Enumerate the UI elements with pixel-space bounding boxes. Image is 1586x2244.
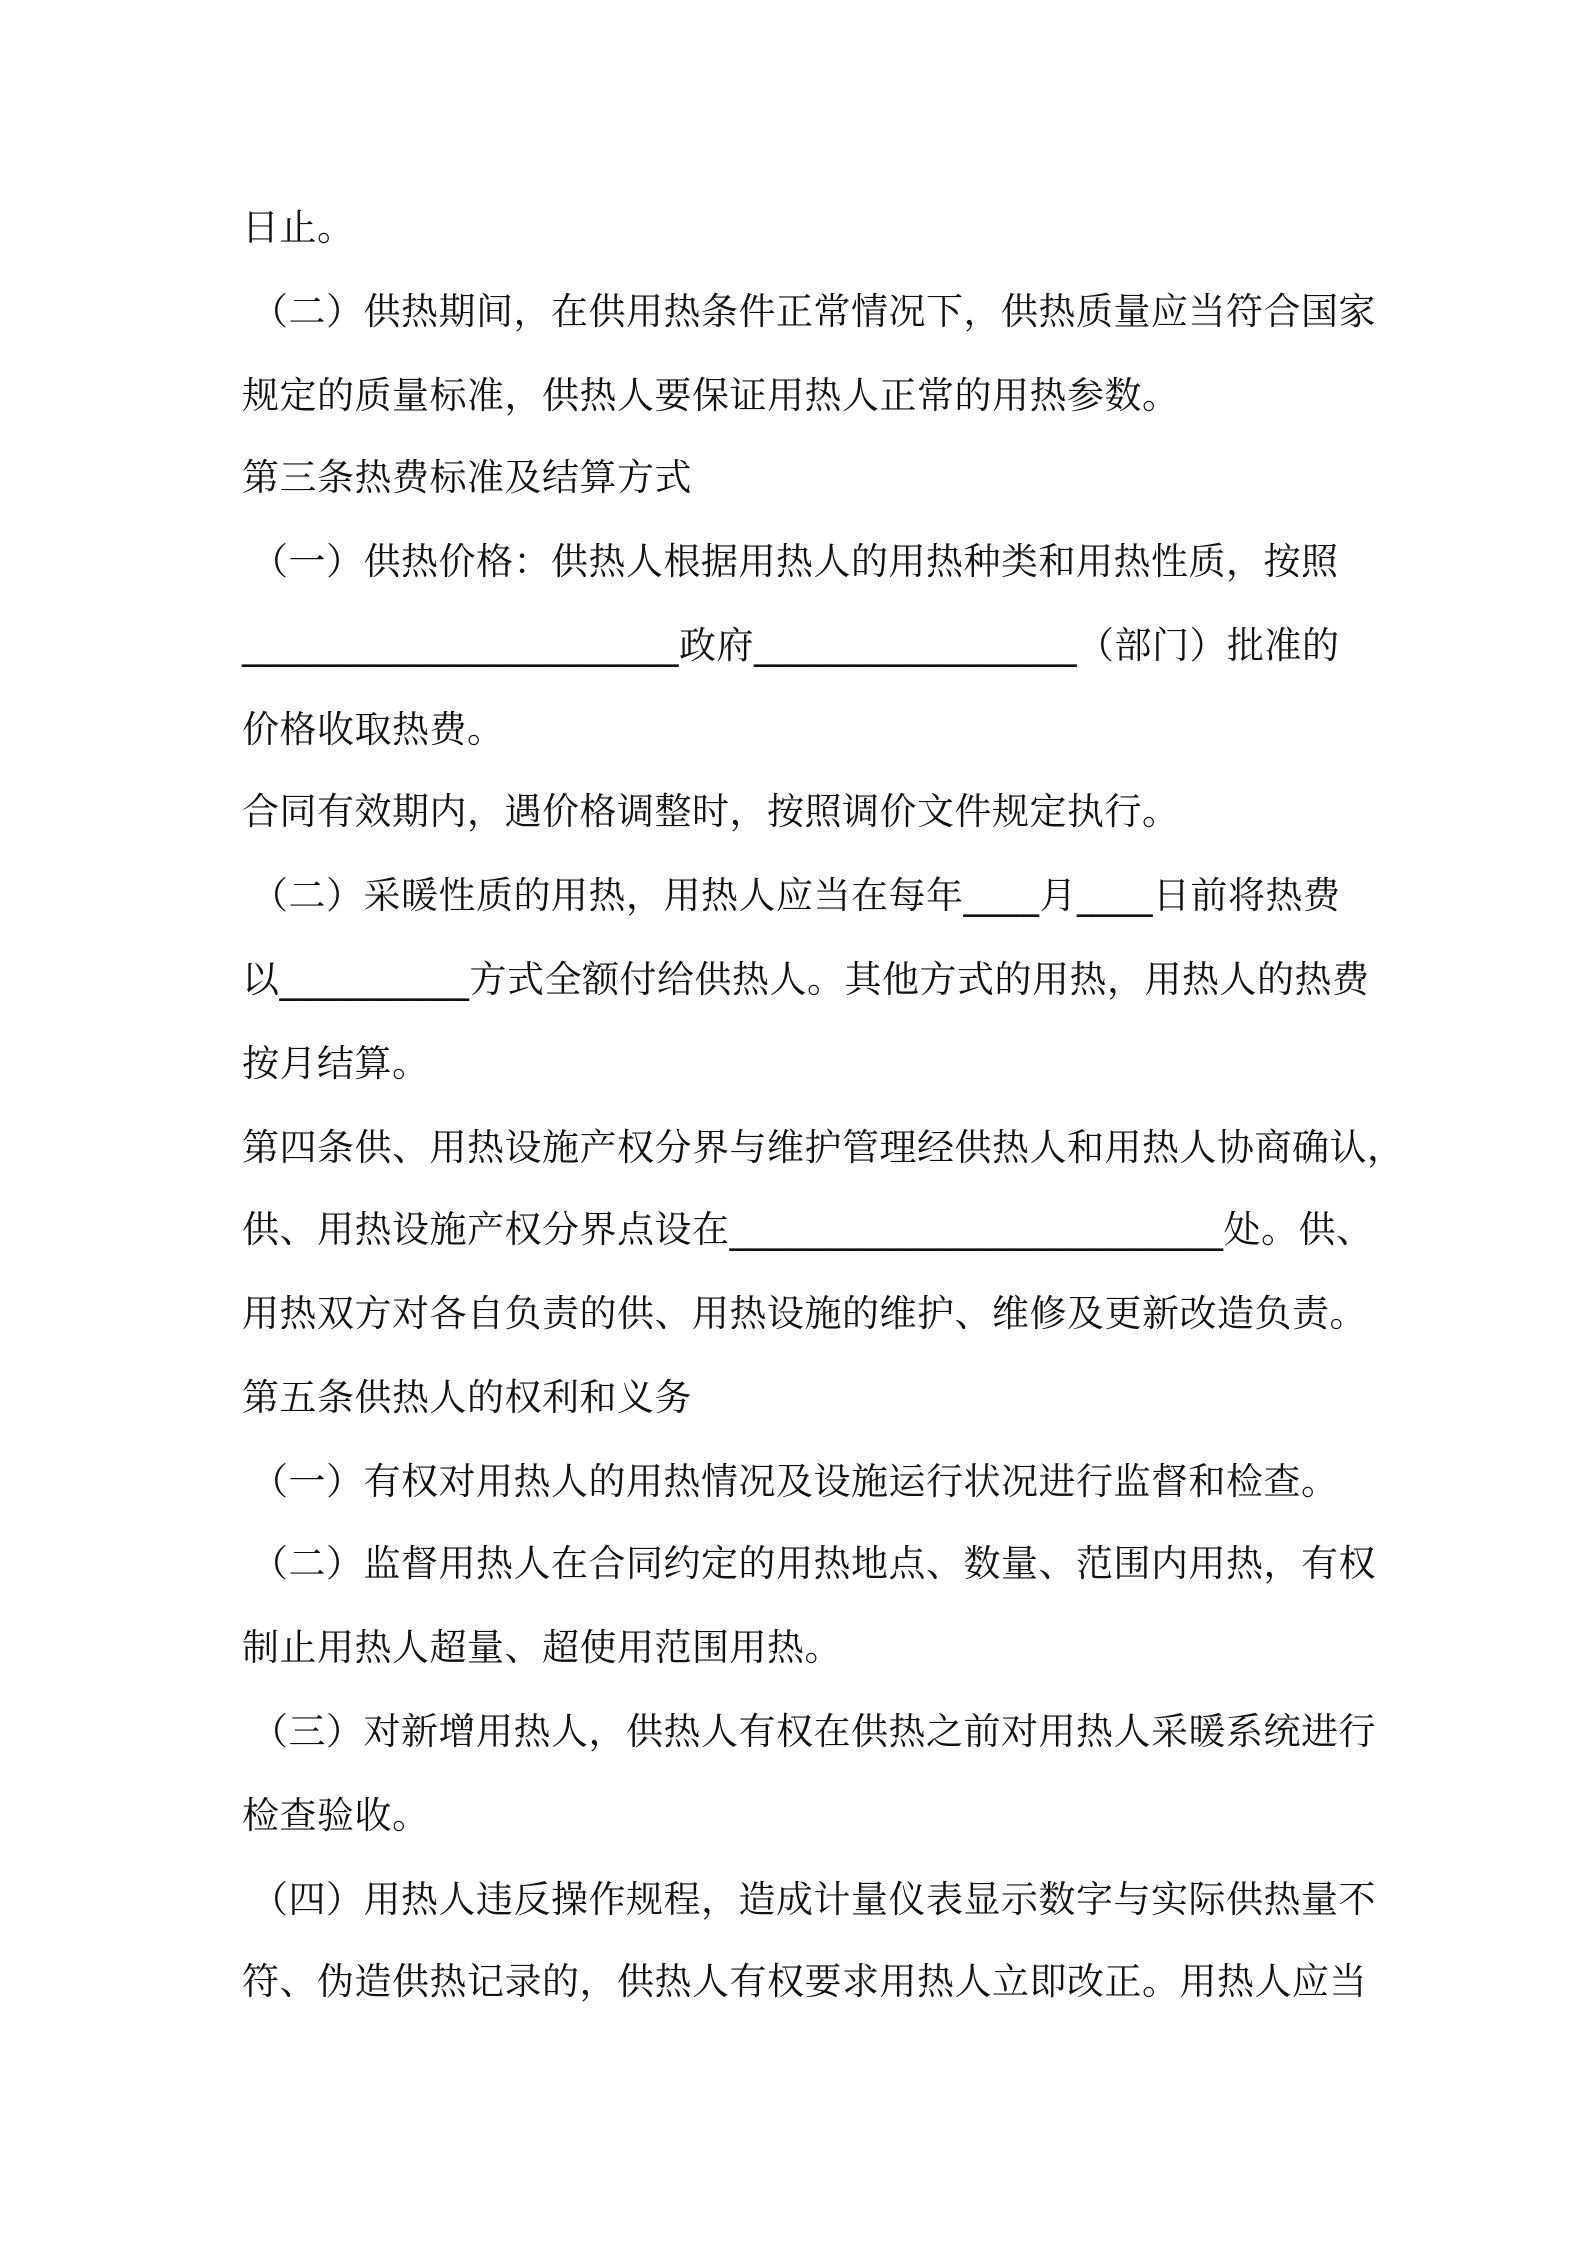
text-line: 日止。 (242, 206, 355, 249)
text-line: 制止用热人超量、超使用范围用热。 (242, 1626, 842, 1669)
text-line: （二）供热期间，在供用热条件正常情况下，供热质量应当符合国家 (251, 290, 1376, 333)
text-line: 规定的质量标准，供热人要保证用热人正常的用热参数。 (242, 374, 1180, 417)
text-line: 供、用热设施产权分界点设在__________________________处。供、 (242, 1208, 1374, 1251)
text-line: 按月结算。 (242, 1042, 430, 1085)
text-line: （二）监督用热人在合同约定的用热地点、数量、范围内用热，有权 (251, 1542, 1376, 1585)
text-line: 用热双方对各自负责的供、用热设施的维护、维修及更新改造负责。 (242, 1292, 1367, 1335)
text-line: _______________________政府_________________（部门）批准的 (242, 624, 1340, 667)
section-heading: 第五条供热人的权利和义务 (242, 1376, 692, 1419)
text-line: 以__________方式全额付给供热人。其他方式的用热，用热人的热费 (242, 958, 1370, 1001)
section-heading: 第三条热费标准及结算方式 (242, 456, 692, 499)
text-line: 检查验收。 (242, 1794, 430, 1837)
text-line: （三）对新增用热人，供热人有权在供热之前对用热人采暖系统进行 (251, 1710, 1376, 1753)
section-heading: 第四条供、用热设施产权分界与维护管理经供热人和用热人协商确认， (242, 1126, 1405, 1169)
text-line: 价格收取热费。 (242, 708, 505, 751)
text-line: 合同有效期内，遇价格调整时，按照调价文件规定执行。 (242, 790, 1180, 833)
text-line: （二）采暖性质的用热，用热人应当在每年____月____日前将热费 (251, 874, 1341, 917)
text-line: （四）用热人违反操作规程，造成计量仪表显示数字与实际供热量不 (251, 1878, 1376, 1921)
text-line: （一）供热价格：供热人根据用热人的用热种类和用热性质，按照 (251, 540, 1339, 583)
text-line: （一）有权对用热人的用热情况及设施运行状况进行监督和检查。 (251, 1460, 1339, 1503)
text-line: 符、伪造供热记录的，供热人有权要求用热人立即改正。用热人应当 (242, 1960, 1367, 2003)
